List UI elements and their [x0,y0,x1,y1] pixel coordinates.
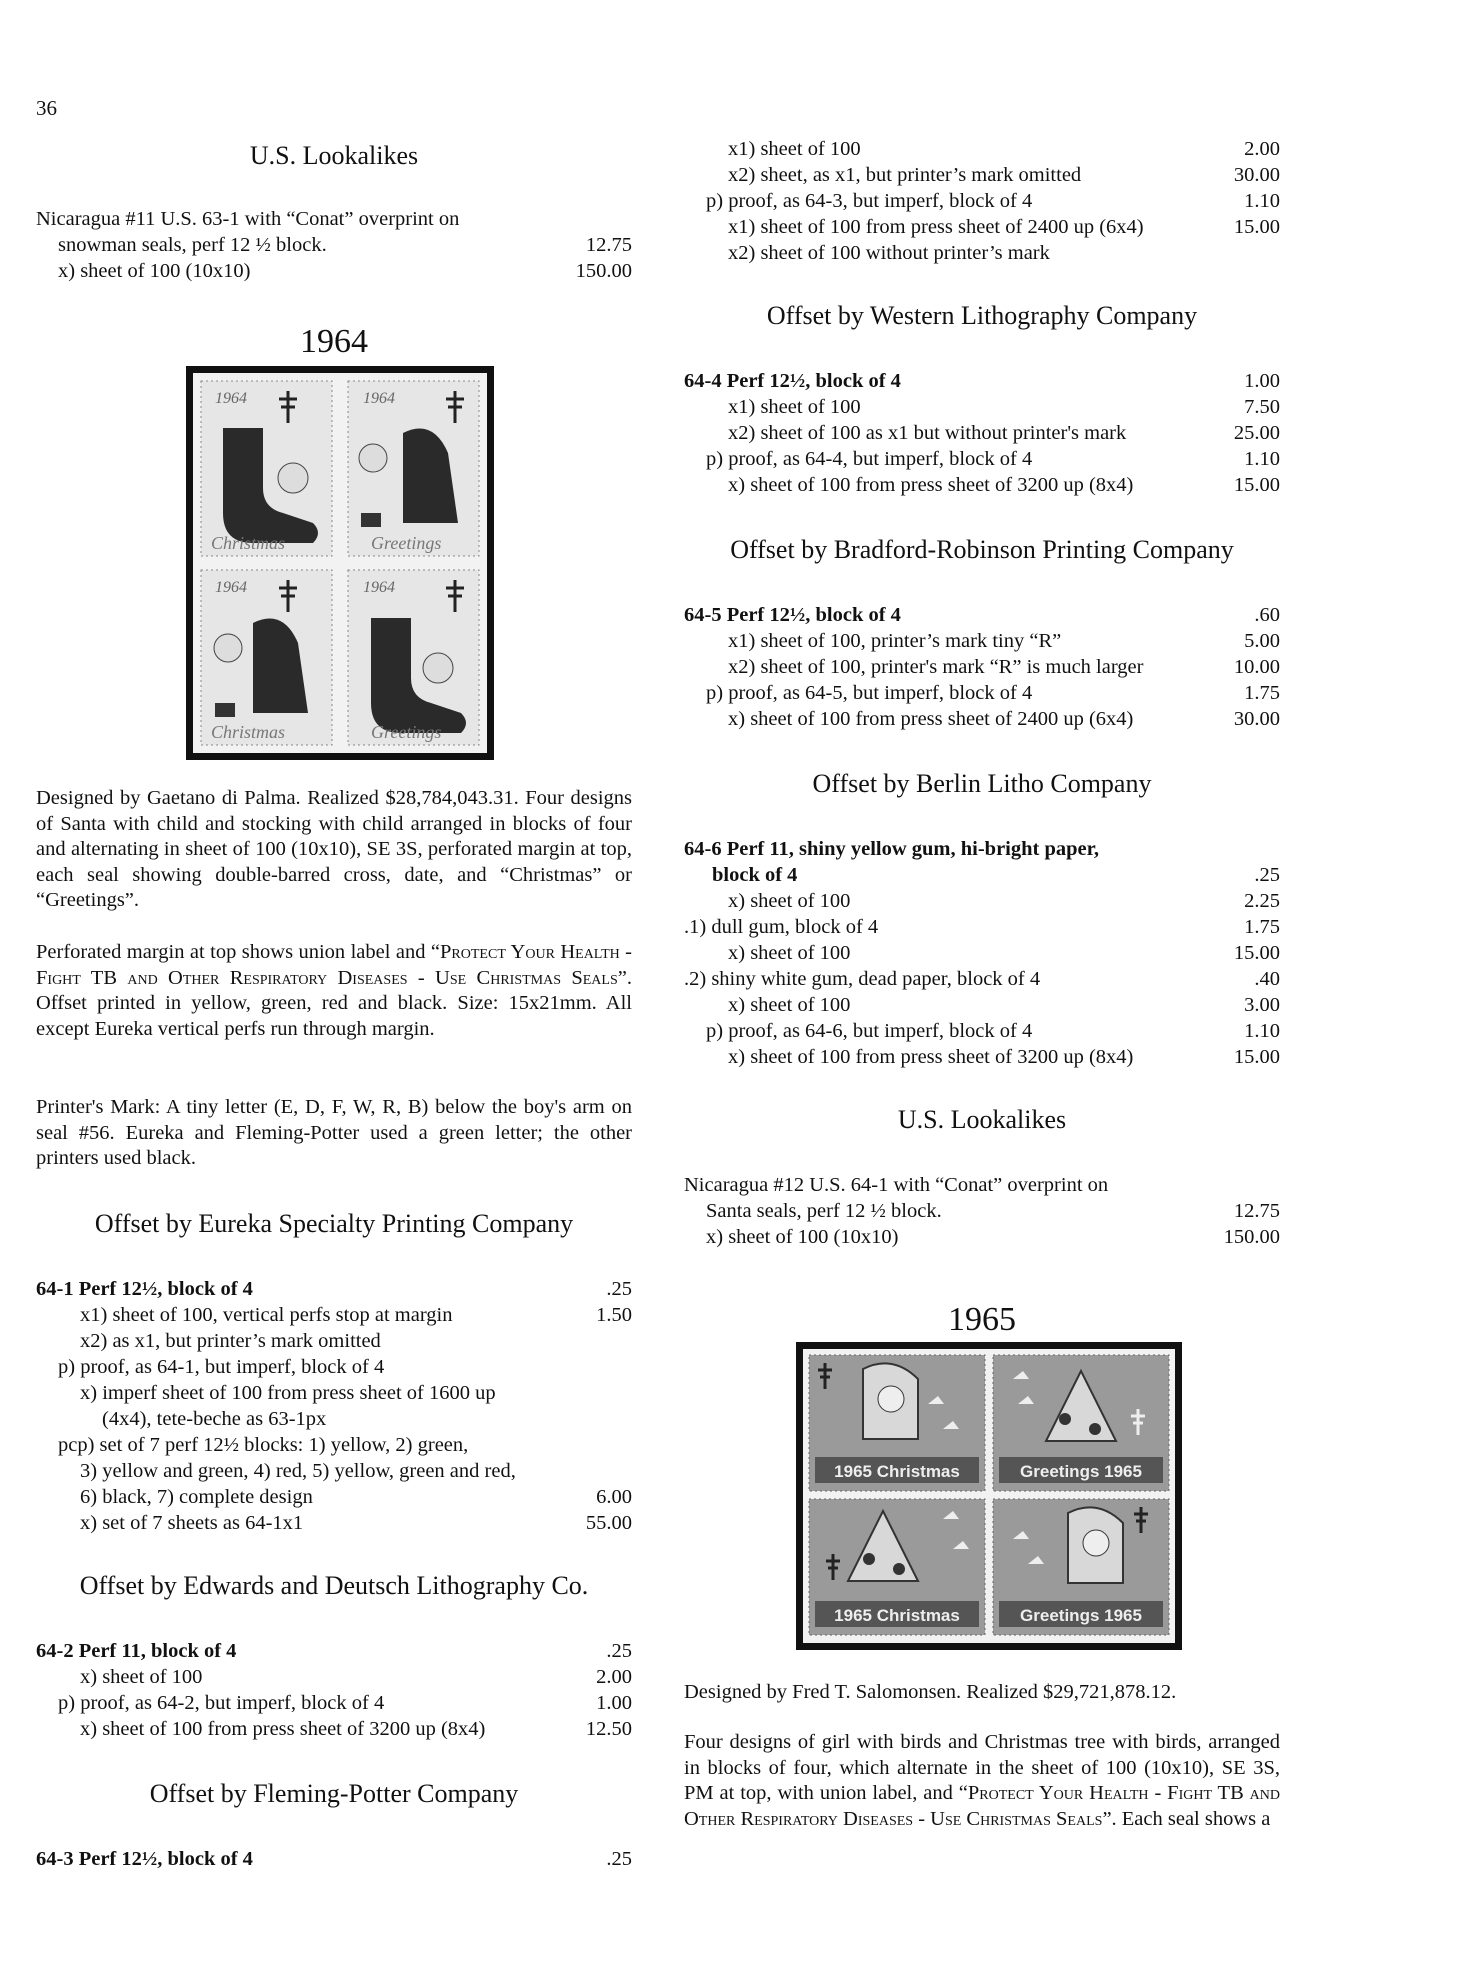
item-price: 7.50 [1244,396,1280,418]
stamp-block-1964-illustration [193,373,487,753]
item-price: 3.00 [1244,994,1280,1016]
lookalikes-heading-right: U.S. Lookalikes [897,1105,1067,1134]
item-price: 1.75 [1244,682,1280,704]
seal-tree-top-right [993,1355,1169,1491]
item-price: 10.00 [1233,656,1280,678]
item-description: x) sheet of 100 from press sheet of 3200 up (8x4) [728,1046,1134,1068]
item-description: x) sheet of 100 [728,994,851,1016]
item-description: 64-2 Perf 11, block of 4 [36,1640,237,1662]
item-description: x) set of 7 sheets as 64-1x1 [80,1512,304,1534]
item-description: 64-3 Perf 12½, block of 4 [36,1848,253,1870]
item-description: x1) sheet of 100 from press sheet of 2400 up (6x4) [728,216,1144,238]
item-description: x) sheet of 100 from press sheet of 3200 up (8x4) [728,474,1134,496]
seal-stocking-top-left [201,381,332,556]
item-price: 1.10 [1244,448,1280,470]
margin-label-text-end: ”. Each seal shows a [1102,1807,1271,1830]
item-price: 1.00 [596,1692,632,1714]
seal-label: 1965 Christmas [834,1606,960,1625]
seal-santa-top-right [348,381,479,556]
item-description: snowman seals, perf 12 ½ block. [58,234,327,256]
item-price: 1.10 [1244,190,1280,212]
item-description: x1) sheet of 100 [728,396,861,418]
item-description: x2) sheet of 100, printer's mark “R” is much larger [728,656,1144,678]
seal-greetings-label: Greetings [371,722,442,742]
item-price: 2.25 [1244,890,1280,912]
girl-face-icon [1083,1530,1109,1556]
item-price: 12.50 [585,1718,632,1740]
item-description: Nicaragua #12 U.S. 64-1 with “Conat” overprint on [684,1174,1109,1196]
item-description: block of 4 [712,864,798,886]
margin-label-text-end: ”. Offset printed in yellow, green, red and black. Size: 15x21mm. All except Eureka vertical perfs run through margin. [36,966,632,1040]
bradford-heading: Offset by Bradford-Robinson Printing Company [730,535,1234,564]
item-price: 25.00 [1233,422,1280,444]
stool-icon [215,703,235,717]
item-description: x) sheet of 100 [728,942,851,964]
seal-girl-bottom-right [993,1499,1169,1635]
item-price: 150.00 [575,260,632,282]
seal-label: Greetings 1965 [1020,1606,1142,1625]
edwards-heading: Offset by Edwards and Deutsch Lithography Co. [79,1571,589,1600]
item-price: 12.75 [585,234,632,256]
item-description: x) sheet of 100 from press sheet of 3200 up (8x4) [80,1718,486,1740]
item-price: 15.00 [1233,1046,1280,1068]
item-description: x2) as x1, but printer’s mark omitted [80,1330,381,1352]
item-description: x2) sheet, as x1, but printer’s mark omitted [728,164,1082,186]
stamp-block-1965-illustration [803,1349,1175,1643]
description-1964: Designed by Gaetano di Palma. Realized $28,784,043.31. Four designs of Santa with child and stocking with child arranged in blocks of four and alternating in sheet of 100 (10x10), SE 3S, perforated margin at top, each seal showing double-barred cross, date, and “Christmas” or “Greetings”. [36,787,632,912]
item-price: 15.00 [1233,216,1280,238]
item-description: x1) sheet of 100 [728,138,861,160]
item-description: x) imperf sheet of 100 from press sheet of 1600 up [80,1382,496,1404]
item-description: x1) sheet of 100, vertical perfs stop at margin [80,1304,453,1326]
margin-label-paragraph [36,940,632,1042]
item-description: p) proof, as 64-5, but imperf, block of 4 [706,682,1033,704]
description-1965-continued [684,1730,1280,1832]
item-description: x) sheet of 100 (10x10) [706,1226,899,1248]
eureka-heading: Offset by Eureka Specialty Printing Company [94,1209,574,1238]
item-price: .25 [606,1848,632,1870]
item-price: 5.00 [1244,630,1280,652]
seal-santa-bottom-left [201,570,332,745]
item-description: x) sheet of 100 [80,1666,203,1688]
item-description: x) sheet of 100 (10x10) [58,260,251,282]
child-face-icon [278,463,308,493]
item-price: 15.00 [1233,474,1280,496]
stool-icon [361,513,381,527]
seal-date: 1964 [363,390,395,407]
item-price: 1.50 [596,1304,632,1326]
item-price: 12.75 [1233,1200,1280,1222]
girl-face-icon [878,1386,904,1412]
item-description: 64-1 Perf 12½, block of 4 [36,1278,253,1300]
item-description: 64-6 Perf 11, shiny yellow gum, hi-bright paper, [684,838,1099,860]
item-price: 2.00 [1244,138,1280,160]
item-description: p) proof, as 64-2, but imperf, block of 4 [58,1692,385,1714]
item-description: p) proof, as 64-1, but imperf, block of 4 [58,1356,385,1378]
ornament-icon [893,1563,905,1575]
year-1964-heading: 1964 [300,323,368,360]
item-price: 15.00 [1233,942,1280,964]
seal-stocking-bottom-right [348,570,479,745]
item-price: .60 [1254,604,1280,626]
seal-christmas-label: Christmas [211,722,286,742]
item-price: 6.00 [596,1486,632,1508]
child-face-icon [214,634,242,662]
ornament-icon [863,1553,875,1565]
ornament-icon [1059,1413,1071,1425]
item-description: (4x4), tete-beche as 63-1px [102,1408,327,1430]
seal-christmas-label: Christmas [211,533,286,553]
lookalikes-heading: U.S. Lookalikes [249,141,419,170]
seal-greetings-label: Greetings [371,533,442,553]
item-price: .25 [606,1278,632,1300]
item-description: 3) yellow and green, 4) red, 5) yellow, green and red, [80,1460,516,1482]
item-price: 30.00 [1233,708,1280,730]
item-description: 64-5 Perf 12½, block of 4 [684,604,901,626]
item-price: 2.00 [596,1666,632,1688]
item-description: p) proof, as 64-3, but imperf, block of 4 [706,190,1033,212]
description-1965: Designed by Fred T. Salomonsen. Realized $29,721,878.12. [684,1681,1177,1703]
item-description: x1) sheet of 100, printer’s mark tiny “R” [728,630,1062,652]
item-description: x) sheet of 100 from press sheet of 2400 up (6x4) [728,708,1134,730]
child-face-icon [359,444,387,472]
year-1965-heading: 1965 [948,1301,1016,1338]
seal-tree-bottom-left [809,1499,985,1635]
seal-date: 1964 [363,579,395,596]
margin-label-text: Perforated margin at top shows union label and “ [36,941,441,963]
seal-date: 1964 [215,579,247,596]
seal-label: 1965 Christmas [834,1462,960,1481]
printers-mark-paragraph: Printer's Mark: A tiny letter (E, D, F, W, R, B) below the boy's arm on seal #56. Eureka and Fleming-Potter used a green letter; the other printers used black. [36,1096,632,1170]
margin-label-text: Four designs of girl with birds and Christmas tree with birds, arranged in blocks of four, which alternate in the sheet of 100 (10x10), SE 3S, PM at top, with union label, and “ [684,1731,1280,1805]
item-description: 6) black, 7) complete design [80,1486,313,1508]
item-description: Santa seals, perf 12 ½ block. [706,1200,942,1222]
item-description: Nicaragua #11 U.S. 63-1 with “Conat” overprint on [36,208,460,230]
stamp-block-1965 [796,1342,1182,1650]
item-description: x2) sheet of 100 as x1 but without printer's mark [728,422,1127,444]
item-description: .1) dull gum, block of 4 [684,916,879,938]
item-description: .2) shiny white gum, dead paper, block of 4 [684,968,1041,990]
item-price: 1.10 [1244,1020,1280,1042]
seal-label: Greetings 1965 [1020,1462,1142,1481]
item-price: 1.00 [1244,370,1280,392]
ornament-icon [1089,1423,1101,1435]
item-price: 55.00 [585,1512,632,1534]
fleming-heading: Offset by Fleming-Potter Company [149,1779,519,1808]
berlin-heading: Offset by Berlin Litho Company [812,769,1152,798]
item-description: 64-4 Perf 12½, block of 4 [684,370,901,392]
item-description: x2) sheet of 100 without printer’s mark [728,242,1050,264]
item-price: .25 [606,1640,632,1662]
seal-girl-top-left [809,1355,985,1491]
item-description: x) sheet of 100 [728,890,851,912]
item-description: p) proof, as 64-6, but imperf, block of 4 [706,1020,1033,1042]
child-face-icon [423,653,453,683]
margin-label-slogan: Protect Your Health - Fight TB and Other Respiratory Diseases - Use Christmas Seals [36,941,632,989]
item-description: p) proof, as 64-4, but imperf, block of 4 [706,448,1033,470]
item-description: pcp) set of 7 perf 12½ blocks: 1) yellow, 2) green, [58,1434,469,1456]
stamp-block-1964 [186,366,494,760]
margin-label-slogan: Protect Your Health - Fight TB and Other Respiratory Diseases - Use Christmas Seals [684,1782,1280,1830]
item-price: 150.00 [1223,1226,1280,1248]
item-price: 30.00 [1233,164,1280,186]
seal-date: 1964 [215,390,247,407]
item-price: .40 [1254,968,1280,990]
item-price: 1.75 [1244,916,1280,938]
item-price: .25 [1254,864,1280,886]
page-number: 36 [36,96,57,120]
western-heading: Offset by Western Lithography Company [766,301,1198,330]
